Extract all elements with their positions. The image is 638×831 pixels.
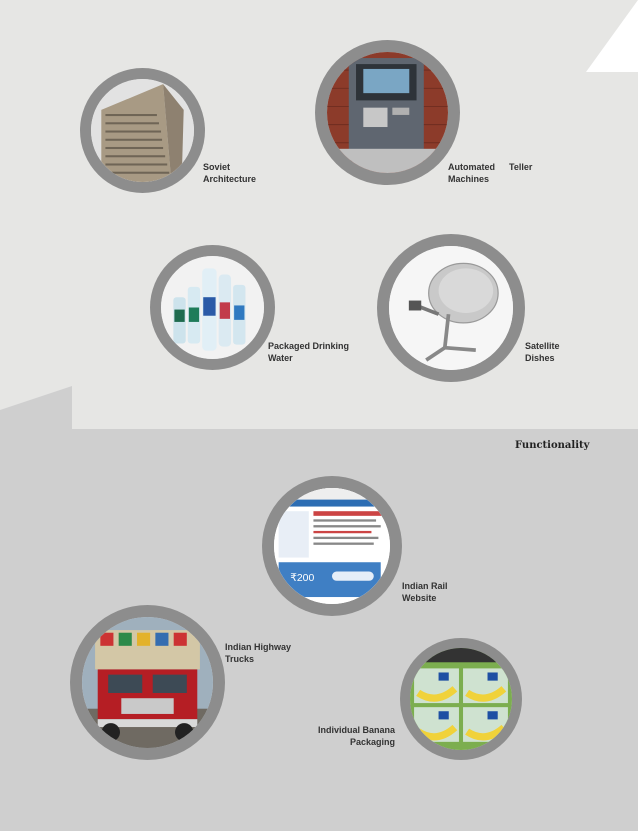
truck-image	[82, 617, 213, 748]
building-image	[91, 79, 194, 182]
atm-photo	[315, 40, 460, 185]
corner-fold	[578, 0, 638, 75]
indian-rail-website-label: Indian Rail Website	[402, 581, 448, 603]
atm-image	[327, 52, 448, 173]
soviet-architecture-photo	[80, 68, 205, 193]
website-screenshot-image	[274, 488, 390, 604]
atm-label: Automated Teller Machines	[448, 162, 533, 184]
indian-rail-website-photo	[262, 476, 402, 616]
satellite-dish-image	[389, 246, 513, 370]
satellite-dish-photo	[377, 234, 525, 382]
packaged-water-photo	[150, 245, 275, 370]
banana-image	[410, 648, 512, 750]
indian-highway-truck-label: Indian Highway Trucks	[225, 642, 292, 664]
bottles-image	[161, 256, 264, 359]
banana-packaging-label: Individual Banana Packaging	[317, 725, 395, 747]
banana-packaging-photo	[400, 638, 522, 760]
rail-price-text: ₹200	[290, 572, 315, 584]
soviet-architecture-label: Soviet Architecture	[203, 162, 257, 184]
indian-highway-truck-photo	[70, 605, 225, 760]
satellite-dish-label: Satellite Dishes	[525, 341, 560, 363]
packaged-water-label: Packaged Drinking Water	[268, 341, 350, 363]
section-heading-functionality: Functionality	[515, 440, 590, 451]
